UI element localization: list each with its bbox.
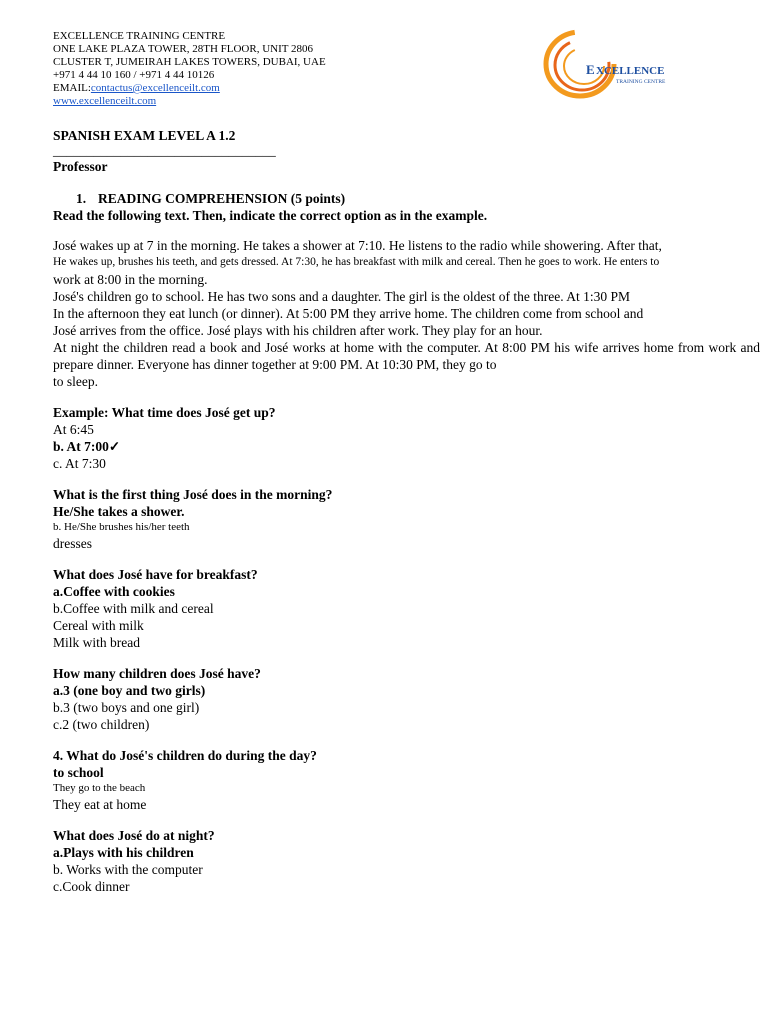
question-example (53, 404, 760, 472)
option-b: b. He/She brushes his/her teeth (53, 521, 190, 533)
logo-e: E (586, 62, 595, 77)
option-c: c.2 (two children) (53, 717, 150, 732)
question-text: What does José have for breakfast? (53, 567, 258, 582)
reading-passage (53, 237, 760, 390)
exam-title: SPANISH EXAM LEVEL A 1.2 (53, 128, 236, 143)
passage-line: work at 8:00 in the morning. (53, 272, 208, 287)
option-a: a.Coffee with cookies (53, 584, 175, 599)
option-a: a.3 (one boy and two girls) (53, 683, 206, 698)
section-number: 1. (76, 191, 87, 206)
passage-line: José arrives from the office. José plays with his children after work. They play for an hour. (53, 323, 543, 338)
exam-page (53, 30, 760, 895)
question-4 (53, 747, 760, 813)
website-line (53, 95, 760, 108)
email-line (53, 82, 760, 95)
company-name: EXCELLENCE TRAINING CENTRE (53, 30, 226, 42)
question-text: How many children does José have? (53, 666, 261, 681)
question-5 (53, 827, 760, 895)
option-c: dresses (53, 536, 92, 551)
option-a: a.Plays with his children (53, 845, 194, 860)
question-text: 4. What do José's children do during the day? (53, 748, 317, 763)
option-d: Milk with bread (53, 635, 140, 650)
email-link[interactable]: contactus@excellenceilt.com (90, 82, 220, 94)
option-c: c.Cook dinner (53, 879, 130, 894)
option-b: b.3 (two boys and one girl) (53, 700, 200, 715)
option-b: b.Coffee with milk and cereal (53, 601, 214, 616)
professor-blank: _________________________________ (53, 143, 276, 158)
option-b: They go to the beach (53, 782, 146, 794)
letterhead (53, 30, 760, 108)
logo-name: XCELLENCE (596, 65, 665, 77)
option-b: b. Works with the computer (53, 862, 203, 877)
passage-line: At night the children read a book and José works at home with the computer. At 8:00 PM his wife arrives home from work and prepare dinner. Everyone has dinner together at 9:00 PM. At 10:30 PM, they go to (53, 340, 760, 372)
option-c: c. At 7:30 (53, 456, 106, 471)
section-instruction: Read the following text. Then, indicate the correct option as in the example. (53, 208, 488, 223)
section-heading (53, 190, 760, 207)
option-a: At 6:45 (53, 422, 94, 437)
option-c: They eat at home (53, 797, 147, 812)
question-1 (53, 486, 760, 552)
passage-line: José wakes up at 7 in the morning. He takes a shower at 7:10. He listens to the radio while showering. After that, (53, 238, 662, 253)
logo-subtitle: TRAINING CENTRE (616, 79, 666, 85)
question-3 (53, 665, 760, 733)
phone-line: +971 4 44 10 160 / +971 4 44 10126 (53, 69, 215, 81)
email-label: EMAIL: (53, 82, 91, 94)
passage-line: He wakes up, brushes his teeth, and gets dressed. At 7:30, he has breakfast with milk and cereal. Then he goes to work. He enters to (53, 256, 660, 268)
option-b: b. At 7:00✓ (53, 439, 121, 454)
question-2 (53, 566, 760, 651)
question-text: What does José do at night? (53, 828, 215, 843)
passage-line: In the afternoon they eat lunch (or dinner). At 5:00 PM they arrive home. The children come from school and (53, 306, 644, 321)
option-c: Cereal with milk (53, 618, 144, 633)
passage-line: José's children go to school. He has two sons and a daughter. The girl is the oldest of the three. At 1:30 PM (53, 289, 630, 304)
address-line-2: CLUSTER T, JUMEIRAH LAKES TOWERS, DUBAI, UAE (53, 56, 326, 68)
question-text: Example: What time does José get up? (53, 405, 276, 420)
passage-line: to sleep. (53, 374, 98, 389)
address-line-1: ONE LAKE PLAZA TOWER, 28TH FLOOR, UNIT 2806 (53, 43, 314, 55)
option-a: He/She takes a shower. (53, 504, 185, 519)
option-a: to school (53, 765, 104, 780)
question-text: What is the first thing José does in the morning? (53, 487, 333, 502)
section-title: READING COMPREHENSION (5 points) (98, 191, 346, 206)
professor-label: Professor (53, 159, 108, 174)
website-link[interactable]: www.excellenceilt.com (53, 95, 157, 107)
